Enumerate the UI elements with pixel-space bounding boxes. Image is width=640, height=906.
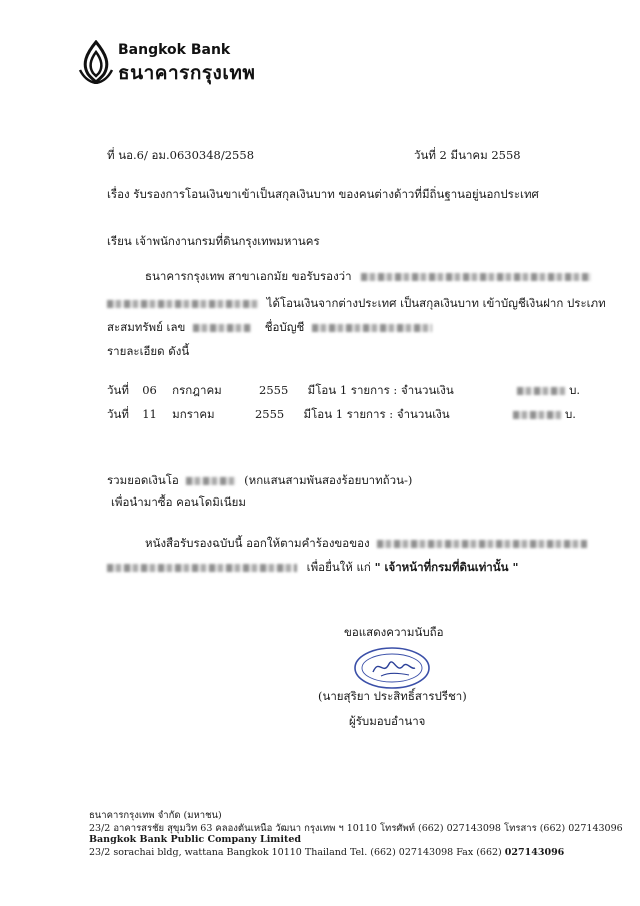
closing-line-2 [107, 559, 518, 577]
footer-company-en: Bangkok Bank Public Company Limited [89, 834, 302, 845]
transfer-amount-label: จำนวนเงิน [396, 407, 450, 421]
bank-stamp-icon [353, 646, 431, 690]
closing-line-1-text: หนังสือรับรองฉบับนี้ ออกให้ตามคำร้องขอของ [145, 536, 370, 550]
body-line-1 [145, 268, 591, 286]
footer-fax-number: 027143096 [504, 847, 565, 858]
redacted-account-number [193, 324, 251, 332]
transfer-year: 2555 [259, 383, 289, 397]
transfer-month: กรกฎาคม [172, 383, 222, 397]
account-name-label: ชื่อบัญชี [264, 320, 305, 334]
transfer-row-2 [107, 406, 576, 424]
account-type-label: สะสมทรัพย์ เลข [107, 320, 186, 334]
letter-date: วันที่ 2 มีนาคม 2558 [414, 148, 521, 162]
body-line-2-text: ได้โอนเงินจากต่างประเทศ เป็นสกุลเงินบาท เข้าบัญชีเงินฝาก ประเภท [266, 296, 606, 310]
redacted-total-amount [186, 477, 236, 485]
lotus-logo-icon [76, 40, 116, 84]
regards-text: ขอแสดงความนับถือ [344, 625, 444, 639]
total-in-words: (หกแสนสามพันสองร้อยบาทถ้วน-) [244, 473, 413, 487]
transfer-amount-label: จำนวนเงิน [400, 383, 454, 397]
footer-address-en [89, 847, 564, 858]
redacted-requester-cont [107, 564, 297, 572]
footer-address-en-text: 23/2 sorachai bldg, wattana Bangkok 10110 Thailand Tel. (662) 027143098 Fax (662) [89, 847, 502, 858]
brand-name-en: Bangkok Bank [118, 42, 231, 58]
total-label: รวมยอดเงินโอ [107, 473, 179, 487]
closing-line-1 [145, 535, 587, 553]
redacted-amount [513, 411, 561, 419]
body-line-1-text: ธนาคารกรุงเทพ สาขาเอกมัย ขอรับรองว่า [145, 269, 352, 283]
redacted-name [361, 273, 591, 281]
redacted-name-cont [107, 300, 259, 308]
letter-subject: เรื่อง รับรองการโอนเงินขาเข้าเป็นสกุลเงินบาท ของคนต่างด้าวที่มีถิ่นฐานอยู่นอกประเทศ [107, 187, 539, 201]
footer-address-th: 23/2 อาคารสรชัย สุขุมวิท 63 คลองตันเหนือ วัฒนา กรุงเทพ ฯ 10110 โทรศัพท์ (662) 027143098 โทรสาร (662) 027143096 [89, 823, 623, 834]
transfer-items: มีโอน 1 รายการ : [303, 407, 394, 421]
purpose-line: เพื่อนำมาซื้อ คอนโดมิเนียม [111, 495, 246, 509]
footer-company-th: ธนาคารกรุงเทพ จำกัด (มหาชน) [89, 810, 222, 821]
brand-name-th: ธนาคารกรุงเทพ [118, 62, 256, 84]
recipient-emphasis: " เจ้าหน้าที่กรมที่ดินเท่านั้น " [374, 560, 519, 574]
transfer-day-label: วันที่ [107, 407, 129, 421]
letter-salutation: เรียน เจ้าพนักงานกรมที่ดินกรุงเทพมหานคร [107, 234, 320, 248]
transfer-day: 06 [142, 383, 157, 397]
closing-line-2-text: เพื่อยื่นให้ แก่ [306, 560, 371, 574]
redacted-amount [517, 387, 565, 395]
signatory-name: (นายสุริยา ประสิทธิ์สารปรีชา) [318, 689, 467, 703]
transfer-day: 11 [142, 407, 157, 421]
transfer-month: มกราคม [172, 407, 215, 421]
redacted-account-name [312, 324, 432, 332]
transfer-row-1 [107, 382, 580, 400]
transfer-suffix: บ. [564, 407, 576, 421]
transfer-year: 2555 [254, 407, 285, 421]
transfer-items: มีโอน 1 รายการ : [307, 383, 398, 397]
body-line-3 [107, 319, 432, 337]
transfer-day-label: วันที่ [107, 383, 129, 397]
body-line-2 [107, 295, 606, 313]
details-label: รายละเอียด ดังนี้ [107, 344, 190, 358]
transfer-suffix: บ. [569, 383, 581, 397]
reference-number: ที่ นอ.6/ อม.0630348/2558 [107, 148, 255, 162]
redacted-requester [377, 540, 587, 548]
total-line [107, 472, 412, 490]
signatory-title: ผู้รับมอบอำนาจ [349, 714, 426, 728]
